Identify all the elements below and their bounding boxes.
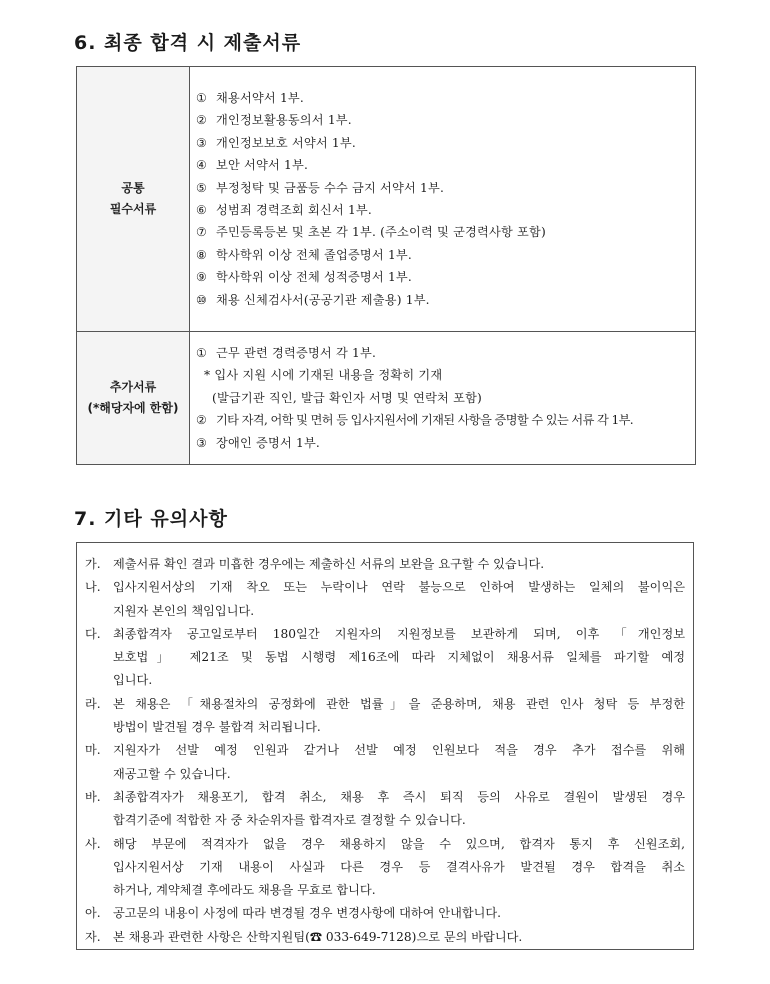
notice-item-marker: 나. <box>85 580 101 595</box>
item-text: 개인정보활용동의서 1부. <box>216 113 352 128</box>
notice-item <box>85 926 685 949</box>
item-number: ③ <box>196 135 208 150</box>
notice-line: 합격기준에 적합한 자 중 차순위자를 합격자로 결정할 수 있습니다. <box>113 813 466 828</box>
item-number: ① <box>196 90 208 105</box>
section-6-title: 6. 최종 합격 시 제출서류 <box>74 32 302 54</box>
item-text: 보안 서약서 1부. <box>216 158 309 173</box>
item-number: ② <box>196 413 207 428</box>
item-text: 주민등록등본 및 초본 각 1부. (주소이력 및 군경력사항 포함) <box>216 225 546 240</box>
item-text: 기타 자격, 어학 및 면허 등 입사지원서에 기재된 사항을 증명할 수 있는 서류 각 1부. <box>216 413 634 428</box>
required-documents-table <box>76 66 696 465</box>
list-item <box>196 177 695 199</box>
notice-item <box>85 902 685 925</box>
category-label-line: 필수서류 <box>109 202 157 216</box>
notice-line: 해당 부문에 적격자가 없을 경우 채용하지 않을 수 있으며, 합격자 통지 후 신원조회, <box>113 836 685 851</box>
notice-line: 입사지원서상 기재 내용이 사실과 다른 경우 등 결격사유가 발견될 경우 합격을 취소 <box>113 859 685 874</box>
item-text: 채용서약서 1부. <box>216 90 304 105</box>
common-documents-label <box>77 67 190 332</box>
notice-line: 최종합격자 공고일로부터 180일간 지원자의 지원정보를 보관하게 되며, 이후 「개인정보 <box>113 626 685 641</box>
additional-documents-list <box>190 332 696 465</box>
item-note: * 입사 지원 시에 기재된 내용을 정확히 기재 <box>204 368 443 383</box>
list-item <box>196 154 695 176</box>
notice-line: 지원자 본인의 책임입니다. <box>113 603 255 618</box>
list-item <box>196 266 695 288</box>
notice-line: 방법이 발견될 경우 불합격 처리됩니다. <box>113 720 321 735</box>
item-number: ⑤ <box>196 180 208 195</box>
list-item <box>196 409 695 431</box>
notice-line: 보호법」 제21조 및 동법 시행령 제16조에 따라 지체없이 채용서류 일체를 파기할 예정 <box>113 650 685 665</box>
notice-line: 재공고할 수 있습니다. <box>113 766 231 781</box>
notice-item-marker: 자. <box>85 929 101 944</box>
list-item <box>196 87 695 109</box>
item-number: ⑩ <box>196 292 208 307</box>
notice-item-marker: 다. <box>85 626 101 641</box>
item-number: ③ <box>196 435 208 450</box>
notice-item <box>85 786 685 833</box>
notice-item <box>85 693 685 740</box>
item-number: ④ <box>196 158 208 173</box>
notice-line: 공고문의 내용이 사정에 따라 변경될 경우 변경사항에 대하여 안내합니다. <box>113 906 502 921</box>
notice-line: 본 채용은 「채용절차의 공정화에 관한 법률」을 준용하며, 채용 관련 인사 청탁 등 부정한 <box>113 696 685 711</box>
notice-item-marker: 바. <box>85 789 101 804</box>
list-item <box>196 132 695 154</box>
list-item <box>196 289 695 311</box>
item-text: 부정청탁 및 금품등 수수 금지 서약서 1부. <box>216 180 445 195</box>
notice-item-marker: 마. <box>85 743 101 758</box>
item-note: (발급기관 직인, 발급 확인자 서명 및 연락처 포함) <box>212 390 482 405</box>
list-item <box>196 199 695 221</box>
notice-item-marker: 라. <box>85 696 101 711</box>
list-item <box>196 221 695 243</box>
list-item <box>196 342 695 364</box>
notice-line: 입니다. <box>113 673 153 688</box>
category-label-line: 공통 <box>121 181 145 195</box>
item-number: ⑧ <box>196 247 208 262</box>
notice-line: 제출서류 확인 결과 미흡한 경우에는 제출하신 서류의 보완을 요구할 수 있습니다. <box>113 557 545 571</box>
section-7-title: 7. 기타 유의사항 <box>74 508 228 530</box>
item-text: 학사학위 이상 전체 성적증명서 1부. <box>216 270 412 285</box>
list-item <box>196 109 695 131</box>
item-text: 채용 신체검사서(공공기관 제출용) 1부. <box>216 292 430 307</box>
additional-documents-label <box>77 332 190 465</box>
category-label-line: 추가서류 <box>109 380 157 394</box>
notice-item-marker: 가. <box>85 557 101 571</box>
notice-item <box>85 739 685 786</box>
notice-item-marker: 사. <box>85 836 101 851</box>
notice-item <box>85 553 685 576</box>
category-label-line: (*해당자에 한함) <box>87 401 179 415</box>
item-number: ⑦ <box>196 225 208 240</box>
notice-item <box>85 833 685 903</box>
notice-line: 최종합격자가 채용포기, 합격 취소, 채용 후 즉시 퇴직 등의 사유로 결원이 발생된 경우 <box>113 789 685 804</box>
item-text: 장애인 증명서 1부. <box>216 435 320 450</box>
item-text: 학사학위 이상 전체 졸업증명서 1부. <box>216 247 412 262</box>
notice-item-marker: 아. <box>85 906 101 921</box>
notice-line: 본 채용과 관련한 사항은 산학지원팀(☎ 033-649-7128)으로 문의 바랍니다. <box>113 929 523 944</box>
item-number: ⑨ <box>196 270 208 285</box>
notice-box <box>76 542 694 950</box>
additional-documents-row <box>77 332 696 465</box>
notice-item <box>85 623 685 693</box>
list-item <box>196 244 695 266</box>
notice-line: 하거나, 계약체결 후에라도 채용을 무효로 합니다. <box>113 883 376 898</box>
item-text: 성범죄 경력조회 회신서 1부. <box>216 203 372 217</box>
item-text: 개인정보보호 서약서 1부. <box>216 135 356 150</box>
notice-line: 지원자가 선발 예정 인원과 같거나 선발 예정 인원보다 적을 경우 추가 접수를 위해 <box>113 743 685 758</box>
common-documents-list <box>190 67 696 332</box>
item-number: ② <box>196 113 208 128</box>
common-documents-row <box>77 67 696 332</box>
item-number: ⑥ <box>196 203 208 217</box>
notice-line: 입사지원서상의 기재 착오 또는 누락이나 연락 불능으로 인하여 발생하는 일체의 불이익은 <box>113 580 685 595</box>
notice-item <box>85 576 685 623</box>
list-item <box>196 432 695 454</box>
item-number: ① <box>196 345 208 360</box>
item-text: 근무 관련 경력증명서 각 1부. <box>216 345 377 360</box>
